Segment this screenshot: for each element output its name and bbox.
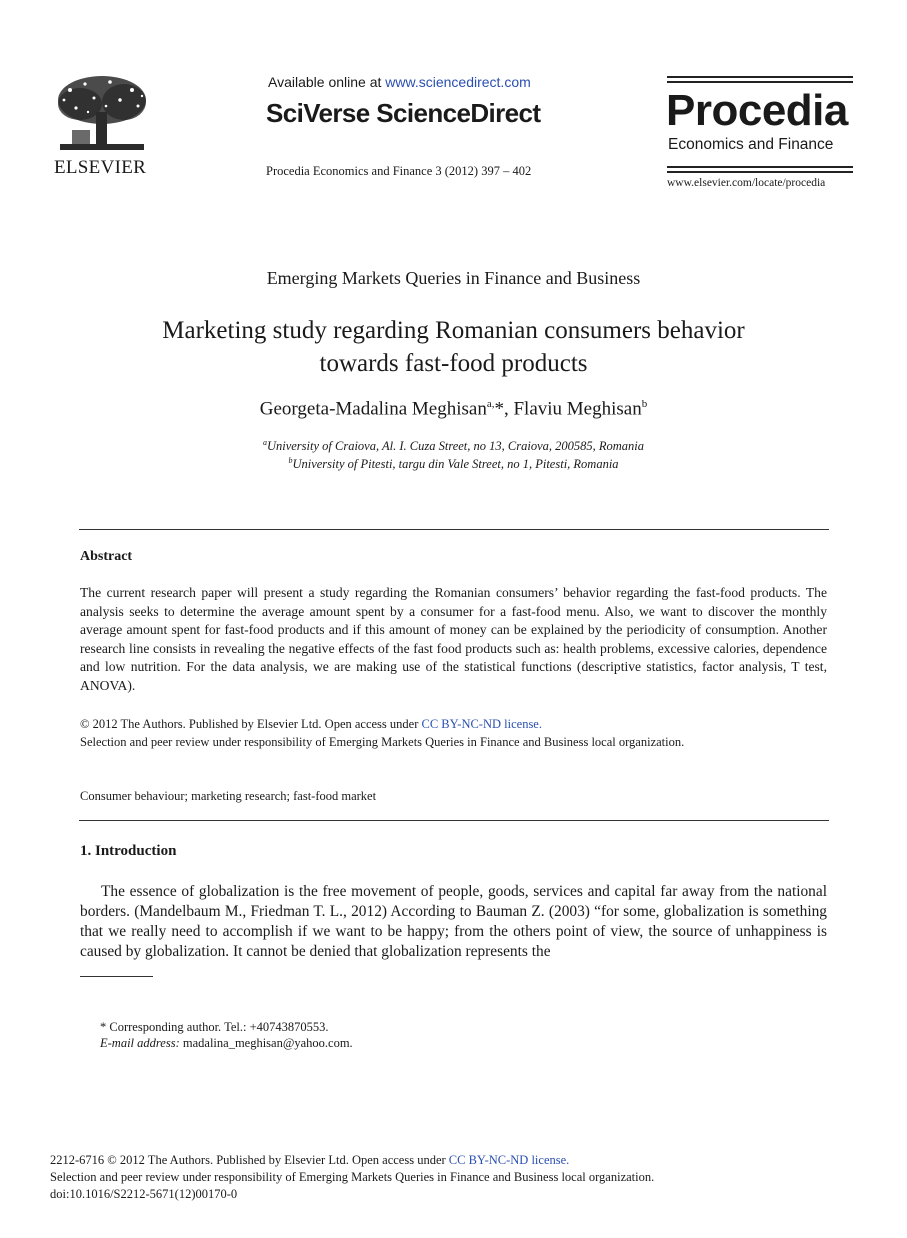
affiliation-a-marker: a — [262, 438, 267, 447]
email-note — [100, 1036, 353, 1051]
footer-peer-review: Selection and peer review under responsibility of Emerging Markets Queries in Finance and Business local organization. — [50, 1170, 655, 1184]
author-1-affiliation: a, — [486, 398, 495, 410]
section-heading-introduction: 1. Introduction — [80, 843, 177, 859]
affiliation-b — [0, 456, 907, 472]
license-link[interactable]: CC BY-NC-ND license. — [421, 717, 542, 731]
corresponding-author-note: * Corresponding author. Tel.: +40743870553. — [100, 1020, 329, 1034]
abstract-heading: Abstract — [80, 549, 133, 564]
affiliation-a-text: University of Craiova, Al. I. Cuza Street, no 13, Craiova, 200585, Romania — [266, 439, 645, 454]
author-1: Georgeta-Madalina Meghisan — [259, 398, 487, 420]
author-list — [0, 398, 907, 420]
copyright-text: © 2012 The Authors. Published by Elsevier Ltd. Open access under — [80, 717, 422, 731]
footer-doi[interactable]: doi:10.1016/S2212-5671(12)00170-0 — [50, 1187, 238, 1201]
author-2-affiliation: b — [641, 398, 648, 410]
email-label: E-mail address: — [100, 1036, 180, 1050]
procedia-bottom-rule — [667, 166, 853, 168]
abstract-bottom-rule — [79, 820, 829, 821]
footer-issn-text: 2212-6716 © 2012 The Authors. Published by Elsevier Ltd. Open access under — [50, 1153, 449, 1167]
journal-url[interactable]: www.elsevier.com/locate/procedia — [667, 177, 826, 189]
procedia-logo-subtitle: Economics and Finance — [668, 136, 834, 153]
corresponding-mark: * — [494, 398, 504, 420]
available-online-line — [268, 74, 531, 90]
footer-copyright — [50, 1153, 569, 1168]
keywords: Consumer behaviour; marketing research; fast-food market — [80, 789, 377, 803]
procedia-top-rule — [667, 76, 853, 78]
elsevier-tree-icon — [50, 72, 154, 158]
copyright-line — [80, 717, 542, 732]
author-separator: , — [503, 398, 514, 420]
affiliation-a — [0, 438, 907, 454]
footer-license-link[interactable]: CC BY-NC-ND license. — [448, 1153, 570, 1167]
email-address: madalina_meghisan@yahoo.com. — [179, 1036, 353, 1050]
conference-name: Emerging Markets Queries in Finance and Business — [266, 268, 641, 288]
procedia-bottom-rule-2 — [667, 171, 853, 173]
affiliation-b-marker: b — [288, 456, 293, 465]
peer-review-note: Selection and peer review under responsibility of Emerging Markets Queries in Finance and Business local organization. — [80, 735, 685, 749]
elsevier-wordmark: ELSEVIER — [54, 157, 147, 178]
abstract-text: The current research paper will present a study regarding the Romanian consumers’ behavior regarding the fast-food products. The analysis seeks to determine the average amount spent by a consumer for a fast-food menu. Also, we want to discover the monthly average amount spent for fast-food products and if this amount of money can be explained by the periodicity of consumption. Another research line consists in revealing the negative effects of the fast food products such as: health problems, excessive calories, dependence and low nutrition. For the data analysis, we are making use of the statistical functions (descriptive statistics, factor analysis, T test, ANOVA). — [80, 585, 827, 693]
introduction-text: The essence of globalization is the free movement of people, goods, services and capital far away from the national borders. (Mandelbaum M., Friedman T. L., 2012) According to Bauman Z. (2003) “for some, globalization is something that we really need to accomplish if we want to be happy; from the others point of view, the source of unhappiness is caused by globalization. It cannot be denied that globalization represents the — [80, 883, 827, 960]
procedia-logo-title: Procedia — [666, 86, 848, 135]
paper-title-line-1: Marketing study regarding Romanian consumers behavior — [162, 317, 745, 344]
procedia-top-rule-2 — [667, 81, 853, 83]
journal-reference: Procedia Economics and Finance 3 (2012) 397 – 402 — [266, 164, 532, 178]
sciencedirect-link[interactable]: www.sciencedirect.com — [385, 74, 531, 90]
abstract-top-rule — [79, 529, 829, 530]
affiliation-b-text: University of Pitesti, targu din Vale Street, no 1, Pitesti, Romania — [292, 457, 619, 472]
paper-title-line-2: towards fast-food products — [319, 350, 588, 377]
footnote-rule — [80, 976, 153, 977]
author-2: Flaviu Meghisan — [513, 398, 642, 420]
sciverse-logo: SciVerse ScienceDirect — [266, 98, 541, 128]
available-online-label: Available online at — [268, 74, 386, 90]
paper-title — [60, 314, 847, 380]
